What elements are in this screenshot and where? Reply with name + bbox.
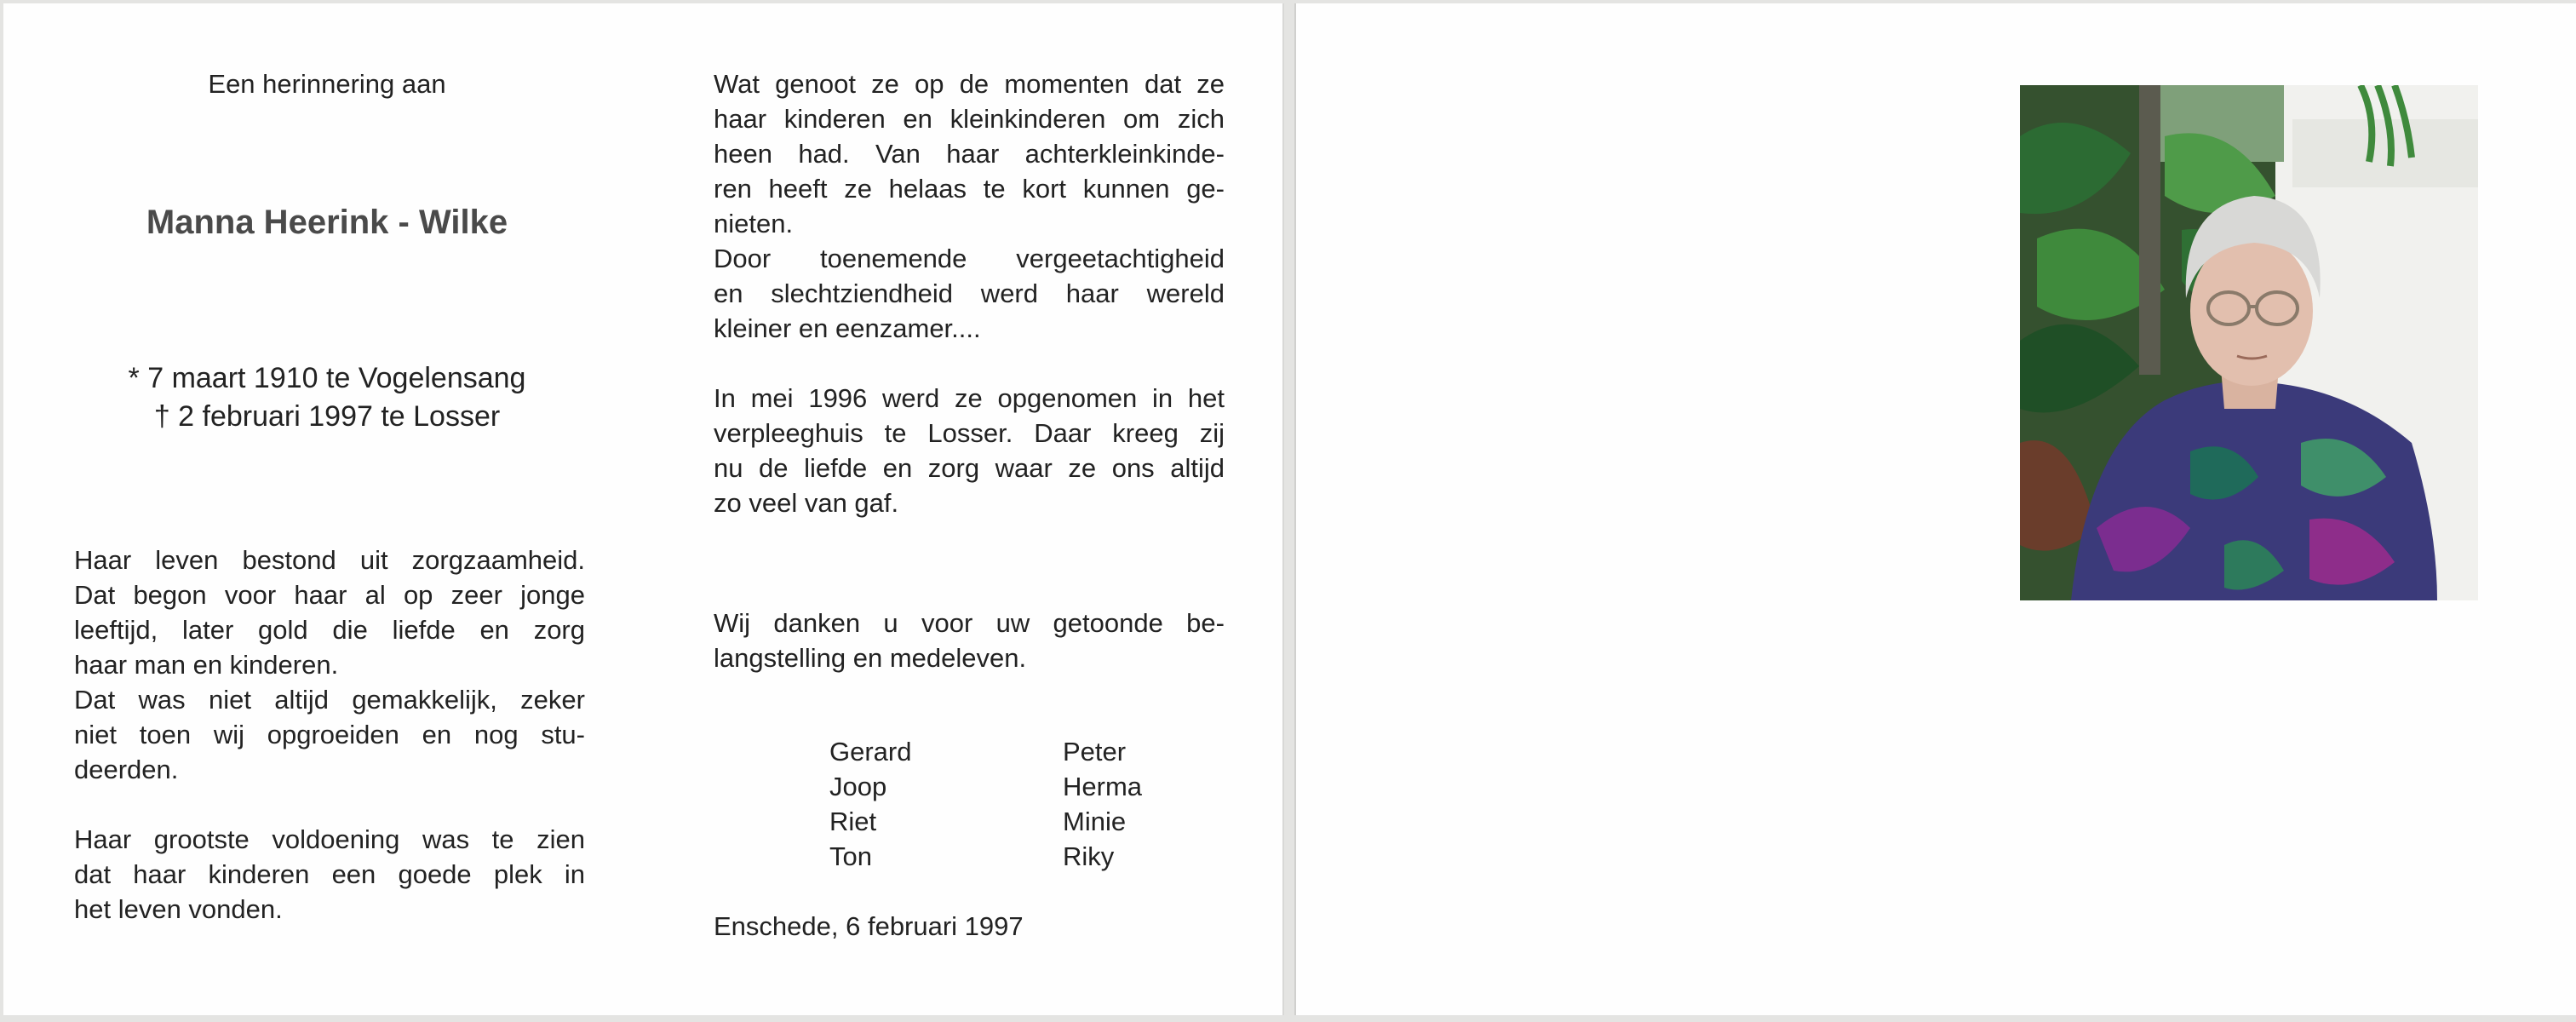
family-name: Peter xyxy=(1063,737,1127,766)
deceased-name: Manna Heerink - Wilke xyxy=(146,204,508,241)
place-and-date: Enschede, 6 februari 1997 xyxy=(714,911,1024,941)
text-line: Door toenemende vergeetachtigheid xyxy=(714,244,1225,273)
family-name: Joop xyxy=(829,772,887,801)
text-line: dat haar kinderen een goede plek in xyxy=(74,859,585,889)
card-heading: Een herinnering aan xyxy=(208,69,446,99)
left-text-column xyxy=(74,543,585,927)
text-line: kleiner en eenzamer.... xyxy=(714,313,981,343)
text-line: Haar grootste voldoening was te zien xyxy=(74,824,585,854)
family-name: Riky xyxy=(1063,841,1115,871)
text-line: ren heeft ze helaas te kort kunnen ge- xyxy=(714,174,1225,204)
life-dates xyxy=(55,359,600,436)
text-line: en slechtziendheid werd haar wereld xyxy=(714,278,1225,308)
family-name: Minie xyxy=(1063,807,1127,836)
text-line: leeftijd, later gold die liefde en zorg xyxy=(74,615,585,645)
birth-date: * 7 maart 1910 te Vogelensang xyxy=(128,362,526,394)
text-line: niet toen wij opgroeiden en nog stu- xyxy=(74,720,585,749)
text-line: In mei 1996 werd ze opgenomen in het xyxy=(714,383,1225,413)
text-line: Dat begon voor haar al op zeer jonge xyxy=(74,580,585,610)
text-line: het leven vonden. xyxy=(74,894,283,924)
text-line: deerden. xyxy=(74,755,179,784)
text-line: zo veel van gaf. xyxy=(714,488,899,518)
text-line: nu de liefde en zorg waar ze ons altijd xyxy=(714,453,1225,483)
family-name: Gerard xyxy=(829,737,912,766)
thanks-line: Wij danken u voor uw getoonde be- xyxy=(714,608,1225,638)
text-line: verpleeghuis te Losser. Daar kreeg zij xyxy=(714,418,1225,448)
family-names xyxy=(829,734,1187,874)
thanks-line: langstelling en medeleven. xyxy=(714,643,1027,673)
text-line: Wat genoot ze op de momenten dat ze xyxy=(714,69,1225,99)
text-line: Haar leven bestond uit zorgzaamheid. xyxy=(74,545,585,575)
death-date: † 2 februari 1997 te Losser xyxy=(153,400,501,433)
portrait-photo xyxy=(2020,85,2478,600)
family-name: Riet xyxy=(829,807,877,836)
text-line: haar man en kinderen. xyxy=(74,650,339,680)
text-line: heen had. Van haar achterkleinkinde- xyxy=(714,139,1225,169)
text-line: nieten. xyxy=(714,209,794,238)
middle-text-column xyxy=(714,66,1225,675)
text-line: haar kinderen en kleinkinderen om zich xyxy=(714,104,1225,134)
text-line: Dat was niet altijd gemakkelijk, zeker xyxy=(74,685,585,715)
left-card xyxy=(3,3,1284,1015)
family-name: Herma xyxy=(1063,772,1143,801)
family-name: Ton xyxy=(829,841,872,871)
